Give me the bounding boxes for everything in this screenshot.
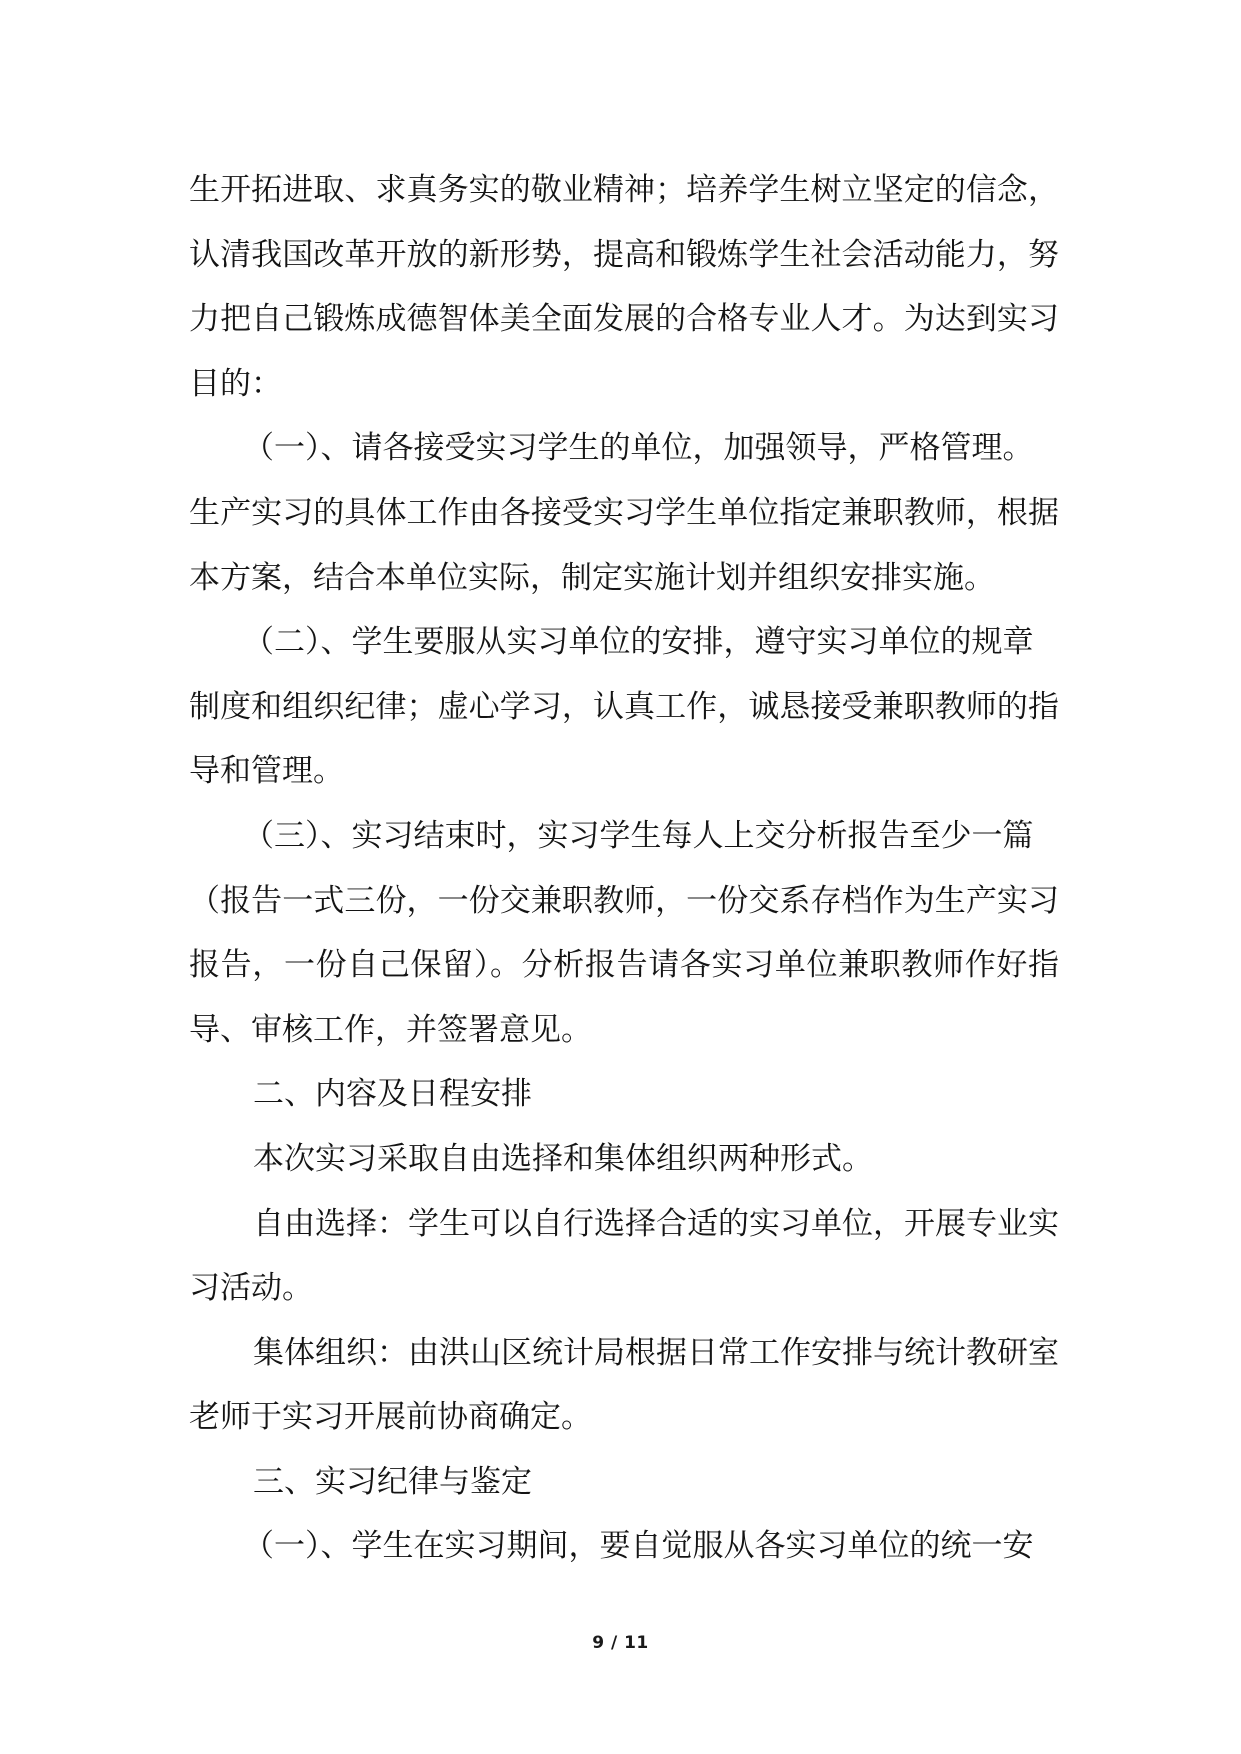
text-line: 制度和组织纪律；虚心学习，认真工作，诚恳接受兼职教师的指 xyxy=(189,688,1059,725)
text-line: 力把自己锻炼成德智体美全面发展的合格专业人才。为达到实习 xyxy=(189,301,1059,338)
text-line: 导和管理。 xyxy=(189,753,344,790)
text-line: （三）、实习结束时，实习学生每人上交分析报告至少一篇 xyxy=(243,817,1034,854)
text-line: 认清我国改革开放的新形势，提高和锻炼学生社会活动能力，努 xyxy=(189,236,1059,273)
text-line: 本次实习采取自由选择和集体组织两种形式。 xyxy=(253,1140,873,1177)
section-heading: 二、内容及日程安排 xyxy=(253,1076,532,1113)
text-line: 生产实习的具体工作由各接受实习学生单位指定兼职教师，根据 xyxy=(189,494,1059,531)
text-line: 自由选择：学生可以自行选择合适的实习单位，开展专业实 xyxy=(253,1205,1059,1242)
text-line: （一）、请各接受实习学生的单位，加强领导，严格管理。 xyxy=(243,430,1034,467)
text-line: 导、审核工作，并签署意见。 xyxy=(189,1011,592,1048)
text-line: （报告一式三份，一份交兼职教师，一份交系存档作为生产实习 xyxy=(189,882,1059,919)
text-line: 老师于实习开展前协商确定。 xyxy=(189,1399,592,1436)
text-line: （二）、学生要服从实习单位的安排，遵守实习单位的规章 xyxy=(243,624,1034,661)
page-number: 9 / 11 xyxy=(592,1633,649,1653)
text-line: 报告，一份自己保留）。分析报告请各实习单位兼职教师作好指 xyxy=(189,947,1059,984)
text-line: 本方案，结合本单位实际，制定实施计划并组织安排实施。 xyxy=(189,559,995,596)
text-line: 生开拓进取、求真务实的敬业精神；培养学生树立坚定的信念， xyxy=(189,172,1059,208)
text-line: 集体组织：由洪山区统计局根据日常工作安排与统计教研室 xyxy=(253,1334,1059,1371)
section-heading: 三、实习纪律与鉴定 xyxy=(253,1463,532,1500)
text-line: 目的： xyxy=(189,365,282,402)
text-line: （一）、学生在实习期间，要自觉服从各实习单位的统一安 xyxy=(243,1528,1034,1565)
body-text xyxy=(189,158,1059,1579)
text-line: 习活动。 xyxy=(189,1270,313,1307)
